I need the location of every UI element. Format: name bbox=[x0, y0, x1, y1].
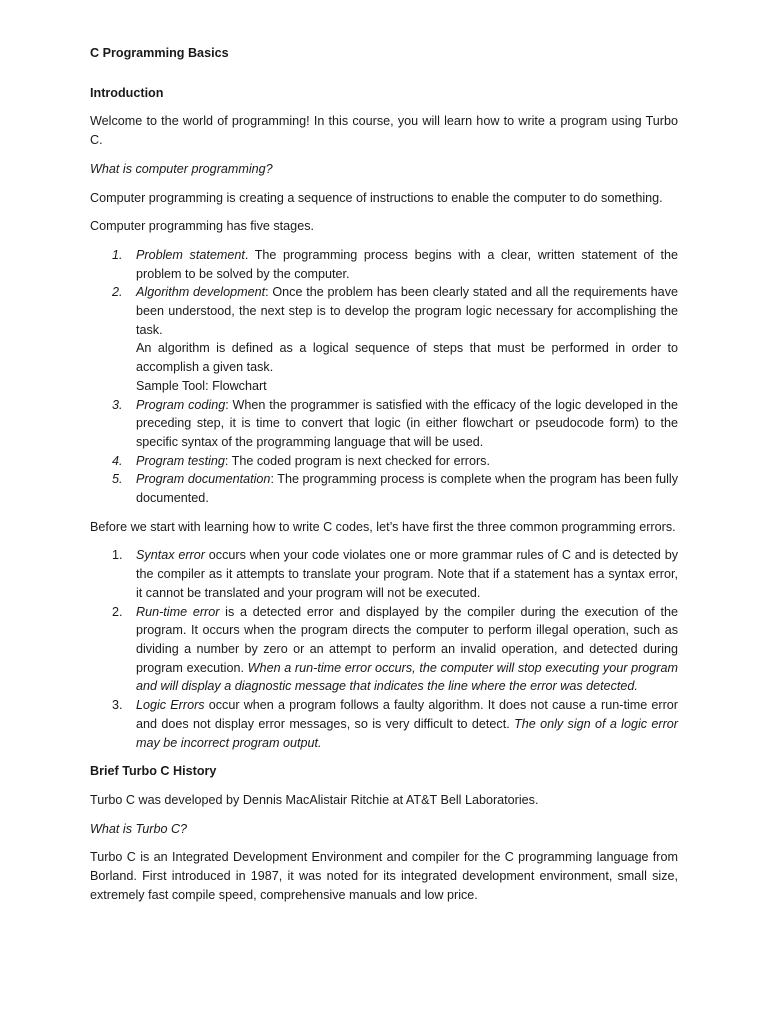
list-term: Logic Errors bbox=[136, 698, 205, 713]
list-text: : Once the problem has been clearly stated and all the requirements have been understood, the next step is to develop the program logic necessary for accomplishing the task. bbox=[136, 285, 678, 337]
list-item bbox=[90, 470, 678, 507]
list-item bbox=[90, 546, 678, 602]
list-number: 4. bbox=[112, 453, 123, 468]
list-item bbox=[90, 283, 678, 395]
paragraph-errors-lead: Before we start with learning how to write C codes, let’s have first the three common programming errors. bbox=[90, 519, 676, 534]
list-text: : The programming process is complete when the program has been fully documented. bbox=[136, 472, 679, 506]
list-text: occurs when your code violates one or more grammar rules of C and is detected by the compiler as it attempts to translate your program. Note that if a statement has a syntax error, it cannot be translated and your program will not be executed. bbox=[136, 548, 679, 600]
paragraph-history: Turbo C was developed by Dennis MacAlistair Ritchie at AT&T Bell Laboratories. bbox=[90, 792, 539, 807]
paragraph-welcome: Welcome to the world of programming! In this course, you will learn how to write a program using Turbo C. bbox=[90, 114, 678, 148]
heading-introduction: Introduction bbox=[90, 85, 164, 100]
list-number: 2. bbox=[112, 604, 123, 619]
list-text: : When the programmer is satisfied with the efficacy of the logic developed in the preceding step, it is time to convert that logic (in either flowchart or pseudocode form) to the specific syntax of the programming language that will be used. bbox=[136, 397, 679, 449]
errors-list bbox=[90, 546, 678, 752]
list-number: 3. bbox=[112, 397, 123, 412]
list-item bbox=[90, 396, 678, 452]
list-term: Run-time error bbox=[136, 604, 220, 619]
list-item bbox=[90, 696, 678, 752]
question-what-is-turbo-c: What is Turbo C? bbox=[90, 821, 188, 836]
list-note: The only sign of a logic error may be incorrect program output. bbox=[136, 716, 679, 750]
algorithm-definition: An algorithm is defined as a logical sequence of steps that must be performed in order to accomplish a given task. bbox=[136, 341, 678, 375]
list-term: Algorithm development bbox=[136, 285, 266, 300]
list-term: Program documentation bbox=[136, 472, 271, 487]
heading-turbo-c-history: Brief Turbo C History bbox=[90, 764, 217, 779]
list-text: : The coded program is next checked for errors. bbox=[224, 453, 490, 468]
list-number: 2. bbox=[112, 285, 123, 300]
list-term: Program coding bbox=[136, 397, 226, 412]
list-number: 1. bbox=[112, 247, 123, 262]
list-item bbox=[90, 452, 678, 471]
paragraph-turbo-c-answer: Turbo C is an Integrated Development Environment and compiler for the C programming language from Borland. First introduced in 1987, it was noted for its integrated development environment, small size, extremely fast compile speed, comprehensive manuals and low price. bbox=[90, 850, 678, 902]
list-number: 3. bbox=[112, 698, 123, 713]
list-text: . The programming process begins with a clear, written statement of the problem to be solved by the computer. bbox=[136, 247, 678, 281]
list-note: When a run-time error occurs, the computer will stop executing your program and will display a diagnostic message that indicates the line where the error was detected. bbox=[136, 660, 678, 694]
list-number: 1. bbox=[112, 548, 123, 563]
list-item bbox=[90, 603, 678, 697]
sample-tool: Sample Tool: Flowchart bbox=[136, 378, 267, 393]
paragraph-definition: Computer programming is creating a sequence of instructions to enable the computer to do something. bbox=[90, 190, 663, 205]
stages-list bbox=[90, 246, 678, 508]
paragraph-stages-lead: Computer programming has five stages. bbox=[90, 219, 314, 234]
question-computer-programming: What is computer programming? bbox=[90, 161, 273, 176]
list-text: is a detected error and displayed by the compiler during the execution of the program. It occurs when the program directs the computer to perform illegal operation, such as dividing a number by zero or an attempt to perform an invalid operation, and detected during program execution. bbox=[136, 604, 678, 675]
document-title: C Programming Basics bbox=[90, 46, 229, 60]
list-term: Problem statement bbox=[136, 247, 245, 262]
list-number: 5. bbox=[112, 472, 123, 487]
list-item bbox=[90, 246, 678, 283]
list-term: Syntax error bbox=[136, 548, 205, 563]
list-term: Program testing bbox=[136, 453, 225, 468]
list-text: occur when a program follows a faulty algorithm. It does not cause a run-time error and does not display error messages, so is very difficult to detect. bbox=[136, 698, 678, 731]
